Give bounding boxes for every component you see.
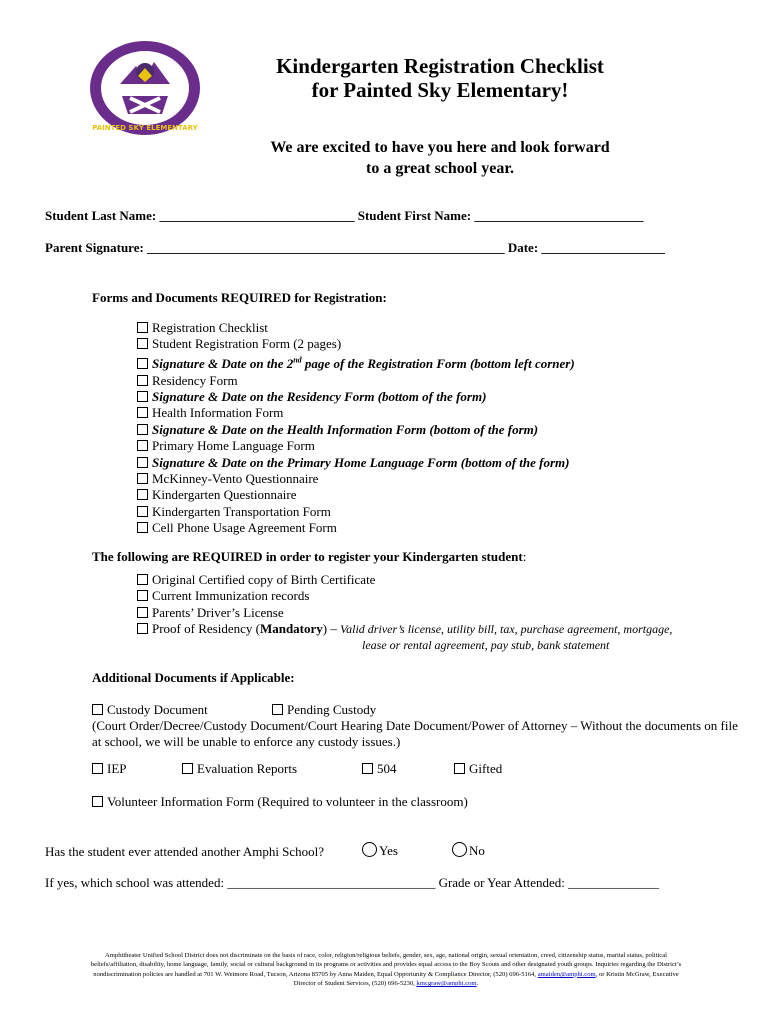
checkbox[interactable] xyxy=(454,763,465,774)
custody-document-option[interactable]: Custody Document xyxy=(92,702,208,718)
radio-button[interactable] xyxy=(452,842,467,857)
checklist-item[interactable]: Health Information Form xyxy=(137,405,575,421)
residency-note: lease or rental agreement, pay stub, bank statement xyxy=(362,638,610,652)
student-first-name-field[interactable]: __________________________ xyxy=(474,208,644,223)
checklist-item[interactable]: Signature & Date on the Health Information Form (bottom of the form) xyxy=(137,422,575,438)
504-option[interactable]: 504 xyxy=(362,761,397,777)
email-link-mcgraw[interactable]: kmcgraw@amphi.com xyxy=(416,980,477,988)
checklist-item[interactable]: Parents’ Driver’s License xyxy=(137,605,672,621)
checklist-item[interactable]: Student Registration Form (2 pages) xyxy=(137,336,575,352)
no-option[interactable]: No xyxy=(452,842,485,859)
checkbox[interactable] xyxy=(137,338,148,349)
checkbox[interactable] xyxy=(92,704,103,715)
iep-option[interactable]: IEP xyxy=(92,761,127,777)
student-last-name-field[interactable]: ______________________________ xyxy=(159,208,355,223)
checklist-item[interactable]: Registration Checklist xyxy=(137,320,575,336)
checkbox[interactable] xyxy=(137,489,148,500)
parent-signature-field[interactable]: _______________________________________________________ xyxy=(147,240,505,255)
student-last-name-label: Student Last Name: xyxy=(45,208,157,223)
yes-option[interactable]: Yes xyxy=(362,842,398,859)
checkbox[interactable] xyxy=(137,607,148,618)
student-first-name-label: Student First Name: xyxy=(357,208,472,223)
logo-text: PAINTED SKY ELEMENTARY xyxy=(92,124,198,132)
checklist-item[interactable]: Current Immunization records xyxy=(137,588,672,604)
pending-custody-option[interactable]: Pending Custody xyxy=(272,702,376,718)
checklist-item[interactable]: Primary Home Language Form xyxy=(137,438,575,454)
checkbox[interactable] xyxy=(137,590,148,601)
checklist-item[interactable]: Signature & Date on the Primary Home Language Form (bottom of the form) xyxy=(137,455,575,471)
checkbox[interactable] xyxy=(362,763,373,774)
grade-attended-field[interactable]: ______________ xyxy=(568,875,660,890)
checklist-item[interactable]: Cell Phone Usage Agreement Form xyxy=(137,520,575,536)
checklist-item[interactable]: McKinney-Vento Questionnaire xyxy=(137,471,575,487)
checklist-item-residency[interactable]: Proof of Residency (Mandatory) – Valid driver’s license, utility bill, tax, purchase agreement, mortgage, xyxy=(137,621,672,637)
checklist-item[interactable]: Signature & Date on the 2nd page of the Registration Form (bottom left corner) xyxy=(137,353,575,373)
custody-note: (Court Order/Decree/Custody Document/Court Hearing Date Document/Power of Attorney – Without the documents on file at school, we will be unable to enforce any custody issues.) xyxy=(92,718,738,749)
checkbox[interactable] xyxy=(137,457,148,468)
checkbox[interactable] xyxy=(92,796,103,807)
required-checklist xyxy=(137,572,672,638)
checkbox[interactable] xyxy=(137,358,148,369)
checkbox[interactable] xyxy=(272,704,283,715)
school-attended-line: If yes, which school was attended: ________________________________ Grade or Year Attended: ______________ xyxy=(45,875,660,890)
welcome-message: We are excited to have you here and look forward to a great school year. xyxy=(270,139,610,177)
school-logo xyxy=(86,38,204,138)
checkbox[interactable] xyxy=(137,623,148,634)
checkbox[interactable] xyxy=(137,574,148,585)
date-field[interactable]: ___________________ xyxy=(541,240,665,255)
checkbox[interactable] xyxy=(137,473,148,484)
forms-checklist xyxy=(137,320,575,537)
forms-heading: Forms and Documents REQUIRED for Registration: xyxy=(92,290,387,305)
checkbox[interactable] xyxy=(137,375,148,386)
checklist-item[interactable]: Original Certified copy of Birth Certificate xyxy=(137,572,672,588)
checklist-item[interactable]: Kindergarten Questionnaire xyxy=(137,487,575,503)
checkbox[interactable] xyxy=(137,322,148,333)
checkbox[interactable] xyxy=(137,506,148,517)
student-name-line xyxy=(45,208,643,224)
checklist-item[interactable]: Kindergarten Transportation Form xyxy=(137,504,575,520)
nondiscrimination-footer: Amphitheater Unified School District does not discriminate on the basis of race, color, religion/religious beliefs, gender, sex, age, national origin, sexual orientation, creed, citizenship status, marital status, political beliefs/affiliation, disability, home language, family, social or cultural background in its programs or activities and provides equal access to the Boy Scouts and other designated youth groups. Inquiries regarding the District’s nondiscrimination policies are handled at 701 W. Wetmore Road, Tucson, Arizona 85705 by Anna Maiden, Equal Opportunity & Compliance Director, (520) 696-5164, amaiden@amphi.com, or Kristin McGraw, Executive Director of Student Services, (520) 696-5230, kmcgraw@amphi.com. xyxy=(90,952,682,988)
checklist-item[interactable]: Residency Form xyxy=(137,373,575,389)
date-label: Date: xyxy=(507,240,539,255)
required-heading: The following are REQUIRED in order to register your Kindergarten student: xyxy=(92,549,527,564)
parent-signature-line xyxy=(45,240,665,256)
checkbox[interactable] xyxy=(92,763,103,774)
checkbox[interactable] xyxy=(137,522,148,533)
evaluation-reports-option[interactable]: Evaluation Reports xyxy=(182,761,297,777)
checkbox[interactable] xyxy=(137,424,148,435)
checkbox[interactable] xyxy=(137,391,148,402)
additional-heading: Additional Documents if Applicable: xyxy=(92,670,295,685)
gifted-option[interactable]: Gifted xyxy=(454,761,502,777)
checkbox[interactable] xyxy=(137,440,148,451)
checkbox[interactable] xyxy=(182,763,193,774)
email-link-maiden[interactable]: amaiden@amphi.com xyxy=(537,970,596,978)
volunteer-option[interactable]: Volunteer Information Form (Required to volunteer in the classroom) xyxy=(92,794,468,810)
parent-signature-label: Parent Signature: xyxy=(45,240,144,255)
checklist-item[interactable]: Signature & Date on the Residency Form (bottom of the form) xyxy=(137,389,575,405)
page-title: Kindergarten Registration Checklist for Painted Sky Elementary! xyxy=(276,54,604,102)
radio-button[interactable] xyxy=(362,842,377,857)
amphi-question: Has the student ever attended another Amphi School? xyxy=(45,844,325,859)
school-attended-field[interactable]: ________________________________ xyxy=(227,875,436,890)
checkbox[interactable] xyxy=(137,407,148,418)
